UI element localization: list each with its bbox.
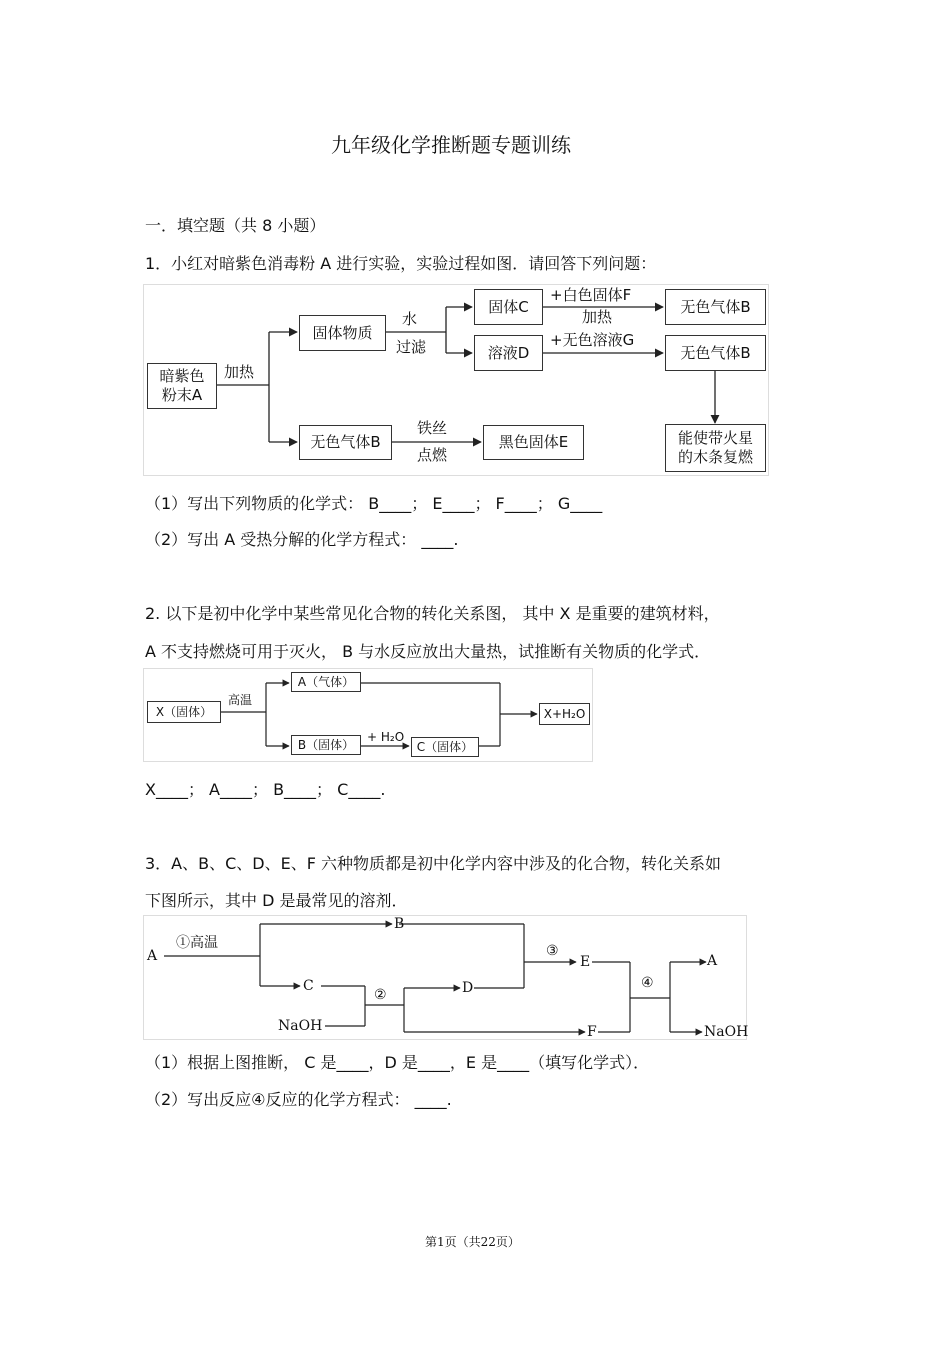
gas-b-box-top: 无色气体B	[665, 289, 766, 325]
white-solid-f-label: +白色固体F	[550, 286, 632, 304]
iron-wire-label: 铁丝	[417, 419, 448, 437]
q2-answer: X____； A____； B____； C____.	[145, 780, 386, 799]
q2-stem-line2: A 不支持燃烧可用于灭火， B 与水反应放出大量热，试推断有关物质的化学式．	[145, 642, 711, 661]
heat-label: 加热	[224, 363, 255, 381]
heat-label-2: 加热	[582, 308, 613, 326]
gas-b-box-left: 无色气体B	[299, 425, 392, 460]
q3-stem-line1: 3．A、B、C、D、E、F 六种物质都是初中化学内容中涉及的化合物，转化关系如	[145, 854, 721, 873]
step-2-label: ②	[374, 987, 387, 1003]
node-b: B	[394, 916, 405, 932]
solid-substance-box: 固体物质	[299, 315, 386, 351]
q1-flow-diagram	[143, 284, 769, 476]
colorless-solution-g-label: +无色溶液G	[550, 331, 635, 349]
node-a-output: A	[707, 953, 718, 969]
q2-stem-line1: 2. 以下是初中化学中某些常见化合物的转化关系图， 其中 X 是重要的建筑材料，	[145, 604, 720, 623]
step-3-label: ③	[546, 943, 559, 959]
naoh-output: NaOH	[704, 1024, 749, 1040]
solid-c-box: 固体C	[474, 289, 543, 325]
q1-sub2: （2）写出 A 受热分解的化学方程式： ____.	[145, 530, 459, 549]
water-label: 水	[402, 310, 418, 328]
q3-sub2: （2）写出反应④反应的化学方程式： ____.	[145, 1090, 452, 1109]
section-heading: 一．填空题（共 8 小题）	[145, 216, 326, 235]
q3-stem-line2: 下图所示，其中 D 是最常见的溶剂．	[145, 891, 408, 910]
solution-d-box: 溶液D	[474, 335, 543, 371]
black-solid-e-box: 黑色固体E	[483, 425, 584, 460]
q2-flow-diagram	[143, 668, 593, 762]
step-4-label: ④	[641, 975, 654, 991]
filter-label: 过滤	[396, 338, 427, 356]
rekindle-box: 能使带火星 的木条复燃	[665, 424, 766, 472]
a-gas-box: A（气体）	[291, 672, 361, 692]
b-solid-box: B（固体）	[291, 735, 361, 755]
step-1-label: ①高温	[176, 935, 218, 951]
q1-stem: 1．小红对暗紫色消毒粉 A 进行实验，实验过程如图．请回答下列问题：	[145, 254, 657, 273]
x-solid-box: X（固体）	[147, 701, 221, 723]
naoh-input: NaOH	[278, 1018, 323, 1034]
node-a-start: A	[147, 948, 158, 964]
node-c: C	[303, 978, 314, 994]
node-f: F	[587, 1024, 597, 1040]
q1-sub1: （1）写出下列物质的化学式： B____； E____； F____； G____	[145, 494, 603, 513]
q3-flow-diagram	[143, 915, 747, 1040]
node-e: E	[580, 954, 591, 970]
c-solid-box: C（固体）	[411, 737, 479, 757]
powder-a-box: 暗紫色 粉末A	[147, 363, 217, 409]
page-title: 九年级化学推断题专题训练	[331, 133, 571, 157]
ignite-label: 点燃	[417, 446, 448, 464]
high-temp-label: 高温	[228, 693, 253, 707]
q3-sub1: （1）根据上图推断， C 是____，D 是____，E 是____（填写化学式）．	[145, 1053, 650, 1072]
node-d: D	[462, 980, 474, 996]
x-plus-water-box: X+H₂O	[539, 703, 590, 725]
gas-b-box-mid: 无色气体B	[665, 335, 766, 371]
q3-connectors	[144, 916, 749, 1040]
plus-water-label: + H₂O	[367, 730, 405, 744]
page-footer: 第1页（共22页）	[425, 1235, 520, 1249]
